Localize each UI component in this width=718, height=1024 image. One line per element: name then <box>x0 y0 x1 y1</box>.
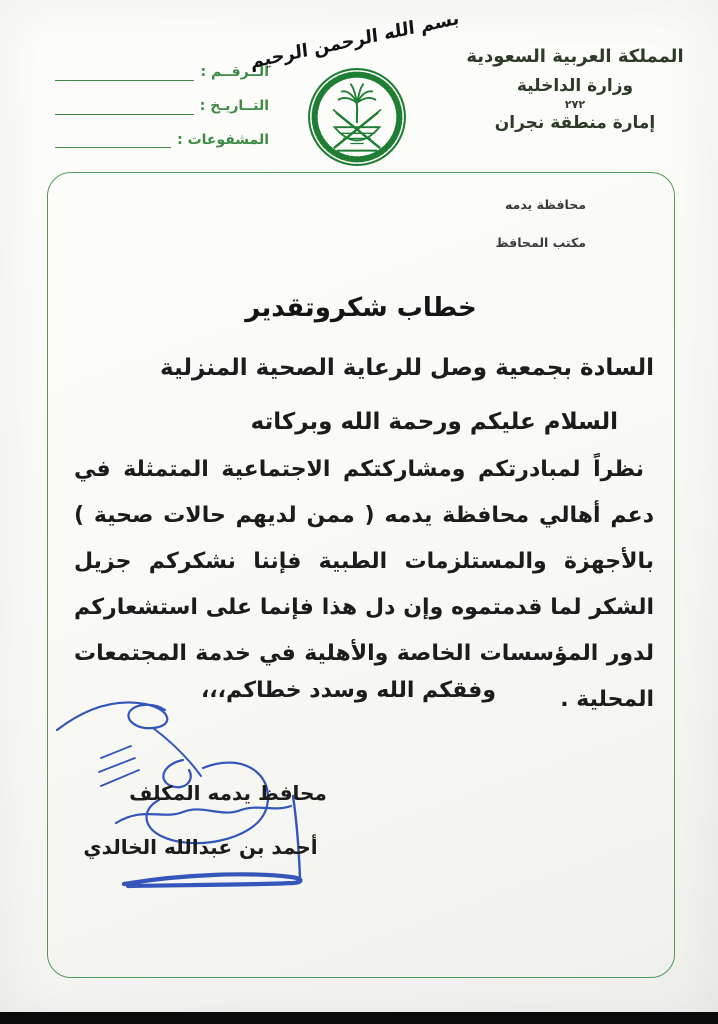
closing-line: وفقكم الله وسدد خطاكم،،، <box>200 678 496 703</box>
addressee-line: السادة بجمعية وصل للرعاية الصحية المنزلية <box>160 355 654 381</box>
date-field-blank-line <box>55 100 194 115</box>
signer-title: محافظ يدمه المكلف <box>129 781 327 805</box>
letterhead-ministry: وزارة الداخلية <box>516 76 634 96</box>
signer-name: أحمد بن عبدالله الخالدي <box>83 835 318 859</box>
letterhead-emirate: إمارة منطقة نجران <box>494 113 656 133</box>
ministry-of-interior-emblem-icon <box>306 66 408 168</box>
letter-border-box <box>47 172 675 978</box>
letter-body-paragraph: نظراً لمبادرتكم ومشاركتكم الاجتماعية المتمثلة في دعم أهالي محافظة يدمه ( ممن لديهم حالات صحية ) بالأجهزة والمستلزمات الطبية فإننا نشكركم جزيل الشكر لما قدمتموه وإن دل هذا فإنما على استشعاركم لدور المؤسسات الخاصة والأهلية في خدمة المجتمعات المحلية . <box>74 457 654 712</box>
issuing-office-block <box>496 199 586 249</box>
number-field-label: الــرقــم : <box>200 64 269 80</box>
office-governor-office: مكتب المحافظ <box>495 234 586 250</box>
bismillah-calligraphy: بسم الله الرحمن الرحيم <box>249 7 461 74</box>
attachments-field-blank-line <box>55 133 171 148</box>
number-field-blank-line <box>55 66 194 81</box>
reference-fields <box>55 64 269 165</box>
letter-title: خطاب شكروتقدير <box>245 293 477 323</box>
attachments-field-label: المشفوعات : <box>177 131 269 148</box>
letterhead-kingdom: المملكة العربية السعودية <box>466 46 684 67</box>
office-governorate: محافظة يدمه <box>505 197 586 212</box>
number-field-row <box>55 64 269 81</box>
attachments-field-row <box>55 132 269 149</box>
letterhead-text-block <box>452 46 698 133</box>
date-field-label: التــاريـخ : <box>199 97 269 114</box>
photo-bottom-black-bar <box>0 1012 718 1024</box>
salutation-line: السلام عليكم ورحمة الله وبركاته <box>250 409 618 435</box>
letterhead-number: ٢٧٢ <box>564 98 586 111</box>
date-field-row <box>55 98 269 115</box>
